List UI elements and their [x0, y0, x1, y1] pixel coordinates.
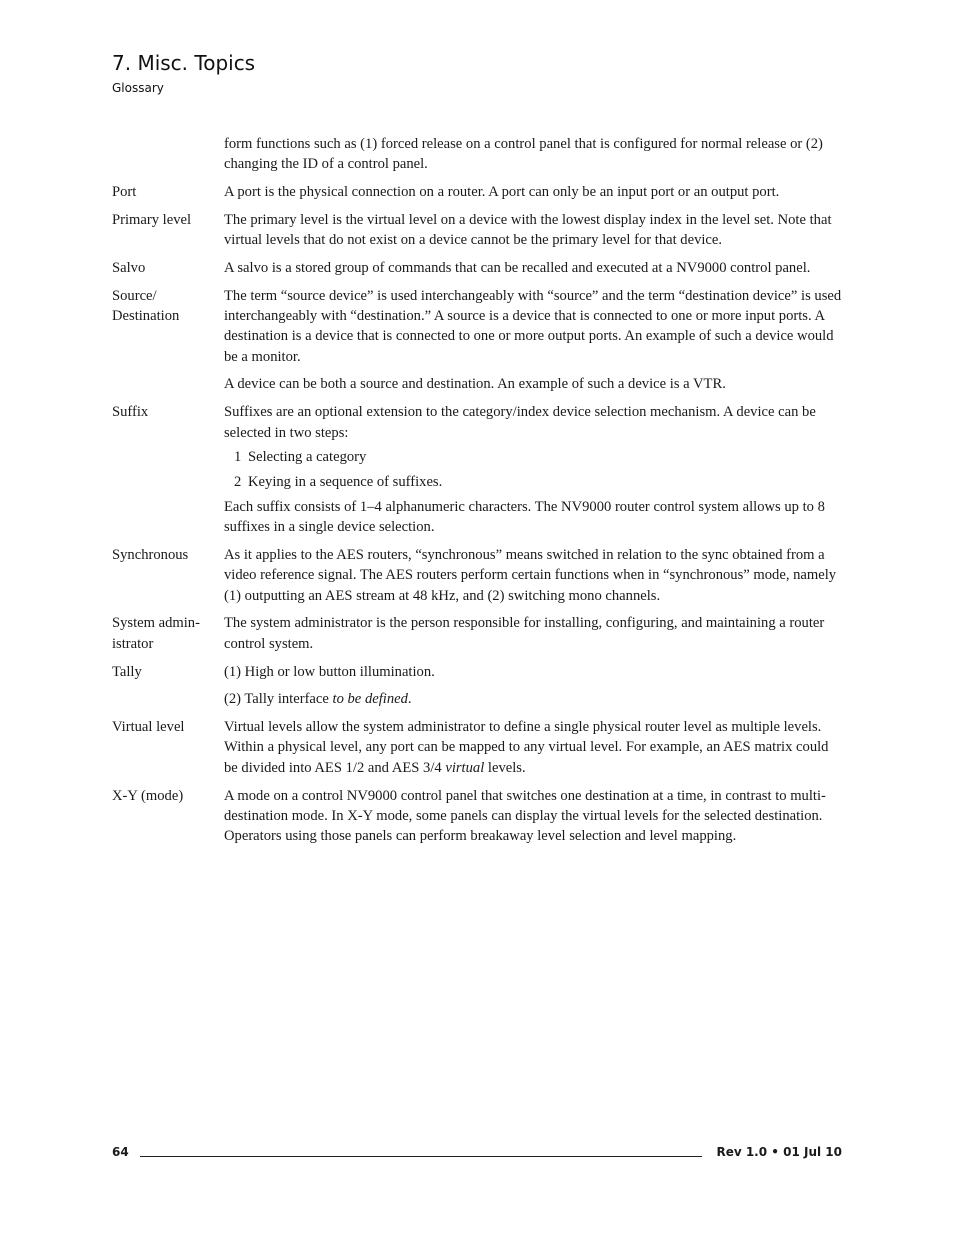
glossary-definition: [224, 717, 844, 778]
glossary-list: [112, 134, 844, 854]
definition-paragraph: The primary level is the virtual level on a device with the lowest display index in the level set. Note that virtual levels that do not exist on a device cannot be the primary level for that device.: [224, 211, 832, 249]
section-name: Glossary: [112, 81, 164, 95]
chapter-title: 7. Misc. Topics: [112, 51, 256, 75]
glossary-entry-xy-mode: [112, 786, 844, 847]
glossary-term: Port: [112, 184, 137, 201]
glossary-entry-source-destination: [112, 286, 844, 395]
emphasis-text: to be defined: [332, 691, 408, 708]
footer-rule: [140, 1156, 702, 1157]
glossary-entry-virtual-level: [112, 717, 844, 778]
definition-paragraph: Suffixes are an optional extension to the category/index device selection mechanism. A device can be selected in two steps:: [224, 404, 816, 441]
steps-list: [224, 447, 844, 492]
step-number: 2: [234, 474, 242, 491]
text-run: .: [407, 691, 412, 708]
glossary-definition: [224, 286, 844, 395]
glossary-entry-continuation: [112, 134, 844, 175]
definition-paragraph: form functions such as (1) forced release on a control panel that is configured for normal release or (2) changing the ID of a control panel.: [224, 136, 823, 173]
glossary-term: Salvo: [112, 259, 146, 276]
definition-paragraph: The system administrator is the person responsible for installing, configuring, and maintaining a router control system.: [224, 615, 825, 652]
glossary-definition: [224, 258, 844, 278]
glossary-entry-suffix: [112, 402, 844, 537]
text-run: Virtual levels allow the system administrator to define a single physical router level as multiple levels. Within a physical level, any port can be mapped to any virtual level. For example, an AES matrix could be divided into AES 1/2 and AES 3/4: [224, 719, 829, 776]
definition-paragraph: A salvo is a stored group of commands that can be recalled and executed at a NV9000 control panel.: [224, 259, 811, 276]
glossary-term: Primary level: [112, 211, 192, 228]
glossary-entry-synchronous: [112, 545, 844, 606]
glossary-definition: [224, 786, 844, 847]
definition-paragraph: As it applies to the AES routers, “synchronous” means switched in relation to the sync obtained from a video reference signal. The AES routers perform certain functions when in “synchronous” mode, namely (1) outputting an AES stream at 48 kHz, and (2) switching mono channels.: [224, 547, 837, 604]
glossary-definition: [224, 545, 844, 606]
glossary-term: Tally: [112, 663, 142, 680]
definition-paragraph: (1) High or low button illumination.: [224, 663, 435, 680]
page-header: [112, 50, 255, 96]
glossary-term: System admin- istrator: [112, 615, 200, 652]
glossary-definition: [224, 662, 844, 710]
text-run: levels.: [484, 759, 526, 776]
text-run: (2) Tally interface: [224, 691, 333, 708]
revision-label: Rev 1.0 • 01 Jul 10: [716, 1145, 842, 1159]
glossary-definition: [224, 402, 844, 537]
glossary-entry-port: [112, 182, 844, 202]
definition-paragraph: [224, 717, 844, 778]
glossary-term: Virtual level: [112, 719, 185, 736]
glossary-term: Source/ Destination: [112, 287, 180, 325]
step-text: Keying in a sequence of suffixes.: [248, 474, 443, 491]
definition-paragraph: A device can be both a source and destination. An example of such a device is a VTR.: [224, 376, 726, 393]
glossary-term: X-Y (mode): [112, 787, 184, 804]
emphasis-text: virtual: [445, 759, 485, 776]
glossary-entry-primary-level: [112, 210, 844, 251]
glossary-term: Suffix: [112, 404, 149, 421]
step-number: 1: [234, 449, 242, 466]
glossary-definition: [224, 134, 844, 175]
glossary-term: [112, 134, 224, 175]
definition-paragraph: The term “source device” is used interchangeably with “source” and the term “destination device” is used interchangeably with “destination.” A source is a device that is connected to one or more input ports. A destination is a device that is connected to one or more output ports. An example of such a device would be a monitor.: [224, 287, 842, 365]
glossary-entry-tally: [112, 662, 844, 710]
page-number: 64: [112, 1145, 129, 1159]
definition-paragraph: A port is the physical connection on a router. A port can only be an input port or an output port.: [224, 184, 780, 201]
definition-paragraph: A mode on a control NV9000 control panel that switches one destination at a time, in contrast to multi-destination mode. In X-Y mode, some panels can display the virtual levels for the selected destination. Operators using those panels can perform breakaway level selection and level mapping.: [224, 787, 826, 845]
definition-paragraph: [224, 689, 844, 709]
glossary-definition: [224, 210, 844, 251]
step-text: Selecting a category: [248, 449, 367, 466]
glossary-term: Synchronous: [112, 547, 189, 564]
definition-paragraph: Each suffix consists of 1–4 alphanumeric characters. The NV9000 router control system allows up to 8 suffixes in a single device selection.: [224, 498, 825, 536]
page-footer: [112, 1145, 844, 1165]
list-item: [224, 447, 844, 467]
list-item: [224, 472, 844, 492]
glossary-entry-system-administrator: [112, 613, 844, 654]
glossary-entry-salvo: [112, 258, 844, 278]
glossary-definition: [224, 613, 844, 654]
glossary-definition: [224, 182, 844, 202]
